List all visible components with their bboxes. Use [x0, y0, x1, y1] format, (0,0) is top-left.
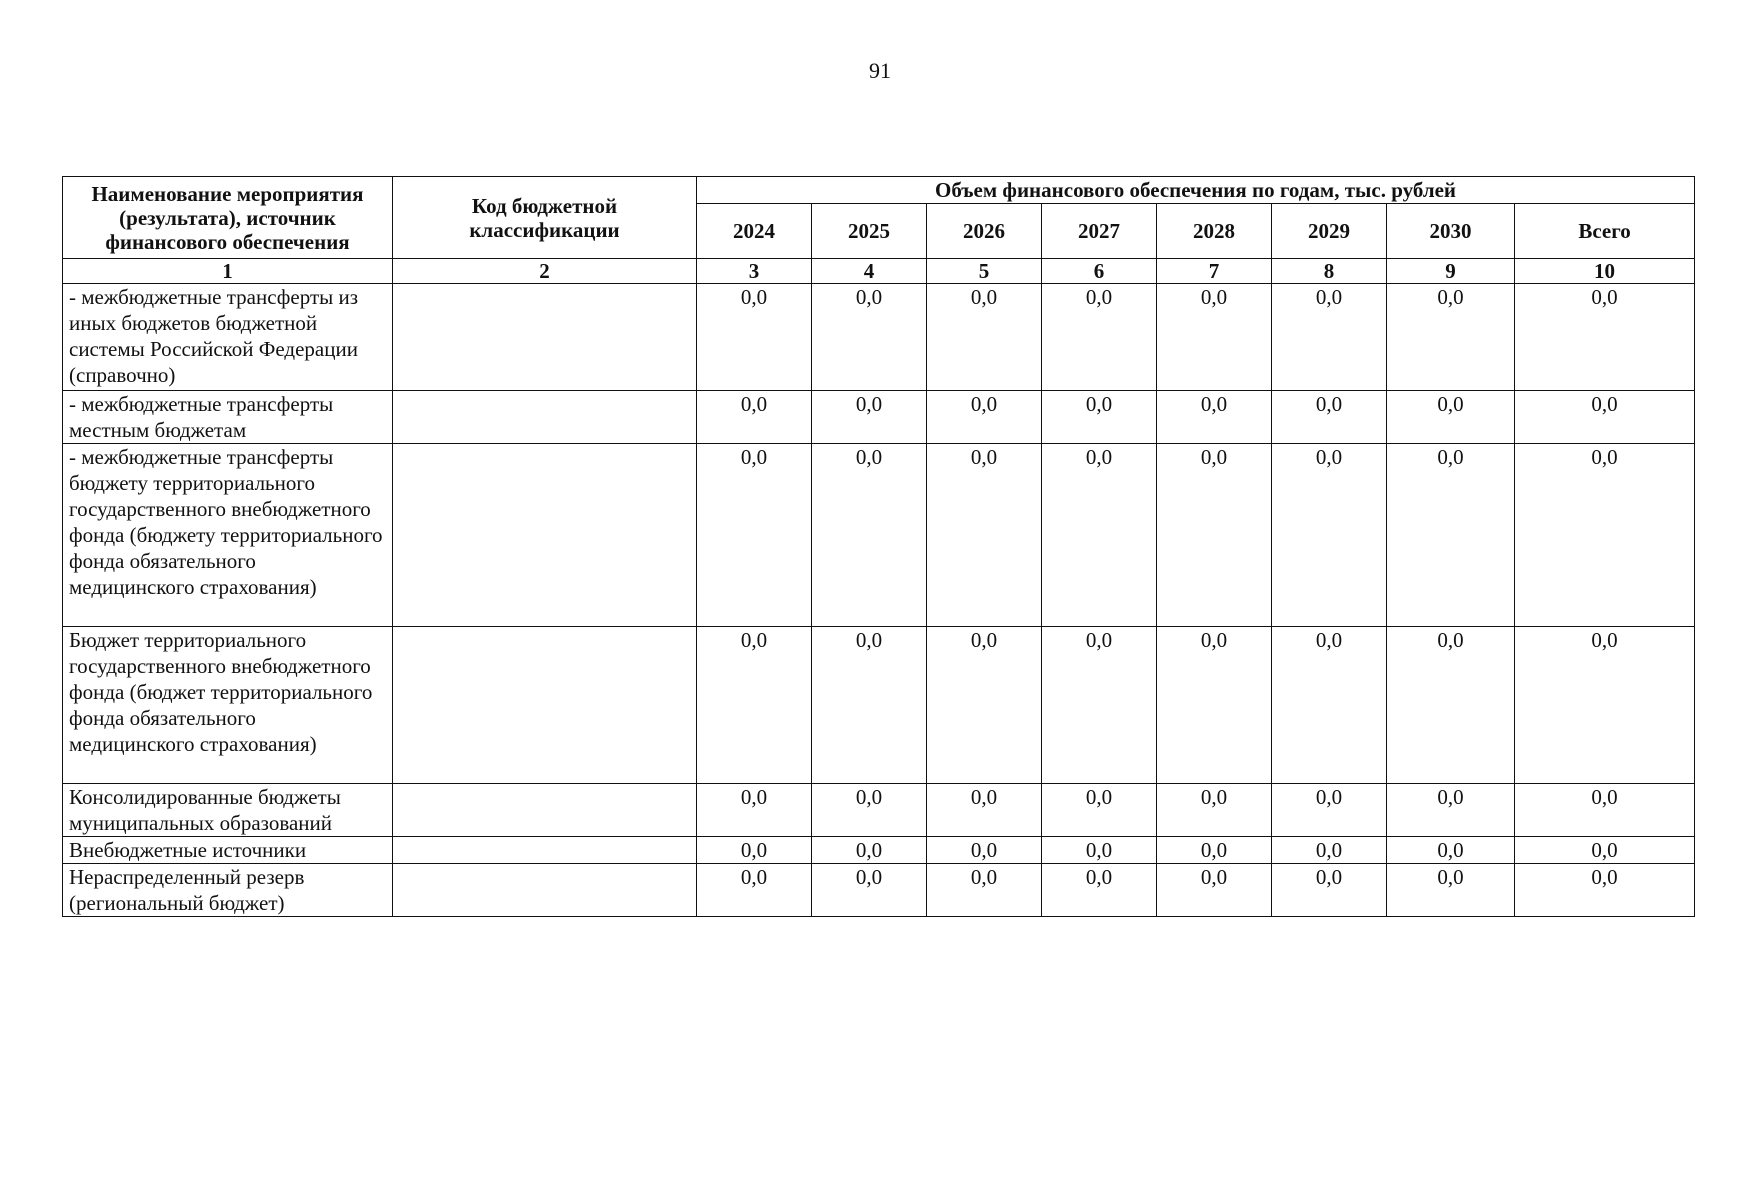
value-cell: 0,0 [927, 284, 1042, 391]
table-row [63, 444, 1695, 627]
value-cell: 0,0 [1042, 391, 1157, 444]
column-number: 7 [1157, 259, 1272, 284]
table-row [63, 864, 1695, 917]
table-row [63, 284, 1695, 391]
table-row [63, 837, 1695, 864]
value-cell-total: 0,0 [1515, 784, 1695, 837]
header-year: 2029 [1272, 204, 1387, 259]
value-cell-total: 0,0 [1515, 444, 1695, 627]
value-cell: 0,0 [812, 864, 927, 917]
value-cell: 0,0 [812, 391, 927, 444]
value-cell-total: 0,0 [1515, 837, 1695, 864]
value-cell-total: 0,0 [1515, 391, 1695, 444]
value-cell: 0,0 [1042, 444, 1157, 627]
column-number: 5 [927, 259, 1042, 284]
value-cell: 0,0 [927, 837, 1042, 864]
column-number: 8 [1272, 259, 1387, 284]
header-code: Код бюджетной классификации [393, 177, 697, 259]
value-cell: 0,0 [1157, 627, 1272, 784]
value-cell: 0,0 [1272, 444, 1387, 627]
row-name: Нераспределенный резерв (региональный бюджет) [63, 864, 393, 917]
value-cell: 0,0 [697, 864, 812, 917]
value-cell: 0,0 [697, 837, 812, 864]
column-numbers-row [63, 259, 1695, 284]
value-cell: 0,0 [1157, 864, 1272, 917]
value-cell: 0,0 [812, 284, 927, 391]
column-number: 9 [1387, 259, 1515, 284]
value-cell: 0,0 [927, 627, 1042, 784]
row-code [393, 444, 697, 627]
value-cell: 0,0 [812, 784, 927, 837]
header-name: Наименование мероприятия (результата), источник финансового обеспечения [63, 177, 393, 259]
value-cell: 0,0 [1272, 784, 1387, 837]
column-number: 6 [1042, 259, 1157, 284]
row-name: - межбюджетные трансферты бюджету территориального государственного внебюджетного фонда (бюджету территориального фонда обязательного медицинского страхования) [63, 444, 393, 627]
value-cell: 0,0 [1387, 627, 1515, 784]
table-row [63, 391, 1695, 444]
value-cell: 0,0 [1272, 627, 1387, 784]
column-number: 3 [697, 259, 812, 284]
value-cell: 0,0 [927, 784, 1042, 837]
header-year: 2026 [927, 204, 1042, 259]
value-cell: 0,0 [927, 444, 1042, 627]
value-cell: 0,0 [697, 284, 812, 391]
value-cell-total: 0,0 [1515, 864, 1695, 917]
value-cell: 0,0 [1272, 864, 1387, 917]
row-name: - межбюджетные трансферты из иных бюджетов бюджетной системы Российской Федерации (справочно) [63, 284, 393, 391]
column-number: 10 [1515, 259, 1695, 284]
value-cell: 0,0 [1042, 784, 1157, 837]
row-name: Внебюджетные источники [63, 837, 393, 864]
value-cell: 0,0 [1272, 391, 1387, 444]
table-row [63, 627, 1695, 784]
value-cell: 0,0 [697, 391, 812, 444]
value-cell: 0,0 [1387, 444, 1515, 627]
row-name: - межбюджетные трансферты местным бюджетам [63, 391, 393, 444]
row-code [393, 284, 697, 391]
value-cell: 0,0 [1042, 837, 1157, 864]
header-year: 2025 [812, 204, 927, 259]
value-cell: 0,0 [1157, 284, 1272, 391]
column-number: 1 [63, 259, 393, 284]
header-year: 2027 [1042, 204, 1157, 259]
value-cell: 0,0 [812, 837, 927, 864]
row-code [393, 391, 697, 444]
row-code [393, 784, 697, 837]
column-number: 2 [393, 259, 697, 284]
table-header [63, 177, 1695, 259]
value-cell: 0,0 [812, 627, 927, 784]
row-name: Консолидированные бюджеты муниципальных образований [63, 784, 393, 837]
value-cell: 0,0 [1157, 444, 1272, 627]
value-cell: 0,0 [1272, 284, 1387, 391]
header-year: 2028 [1157, 204, 1272, 259]
budget-table [62, 176, 1695, 917]
value-cell: 0,0 [1042, 864, 1157, 917]
value-cell: 0,0 [1387, 864, 1515, 917]
row-name: Бюджет территориального государственного внебюджетного фонда (бюджет территориального фонда обязательного медицинского страхования) [63, 627, 393, 784]
value-cell-total: 0,0 [1515, 627, 1695, 784]
value-cell: 0,0 [927, 391, 1042, 444]
value-cell-total: 0,0 [1515, 284, 1695, 391]
row-code [393, 627, 697, 784]
value-cell: 0,0 [1387, 837, 1515, 864]
header-volume: Объем финансового обеспечения по годам, тыс. рублей [697, 177, 1695, 204]
value-cell: 0,0 [812, 444, 927, 627]
value-cell: 0,0 [1157, 837, 1272, 864]
row-code [393, 837, 697, 864]
value-cell: 0,0 [1042, 284, 1157, 391]
row-code [393, 864, 697, 917]
value-cell: 0,0 [1042, 627, 1157, 784]
value-cell: 0,0 [1272, 837, 1387, 864]
value-cell: 0,0 [1157, 391, 1272, 444]
value-cell: 0,0 [1387, 391, 1515, 444]
value-cell: 0,0 [697, 784, 812, 837]
header-year: 2030 [1387, 204, 1515, 259]
header-year: 2024 [697, 204, 812, 259]
table-row [63, 784, 1695, 837]
value-cell: 0,0 [697, 627, 812, 784]
column-number: 4 [812, 259, 927, 284]
value-cell: 0,0 [697, 444, 812, 627]
page-number: 91 [869, 58, 891, 83]
value-cell: 0,0 [1387, 284, 1515, 391]
value-cell: 0,0 [1157, 784, 1272, 837]
value-cell: 0,0 [927, 864, 1042, 917]
value-cell: 0,0 [1387, 784, 1515, 837]
header-total: Всего [1515, 204, 1695, 259]
